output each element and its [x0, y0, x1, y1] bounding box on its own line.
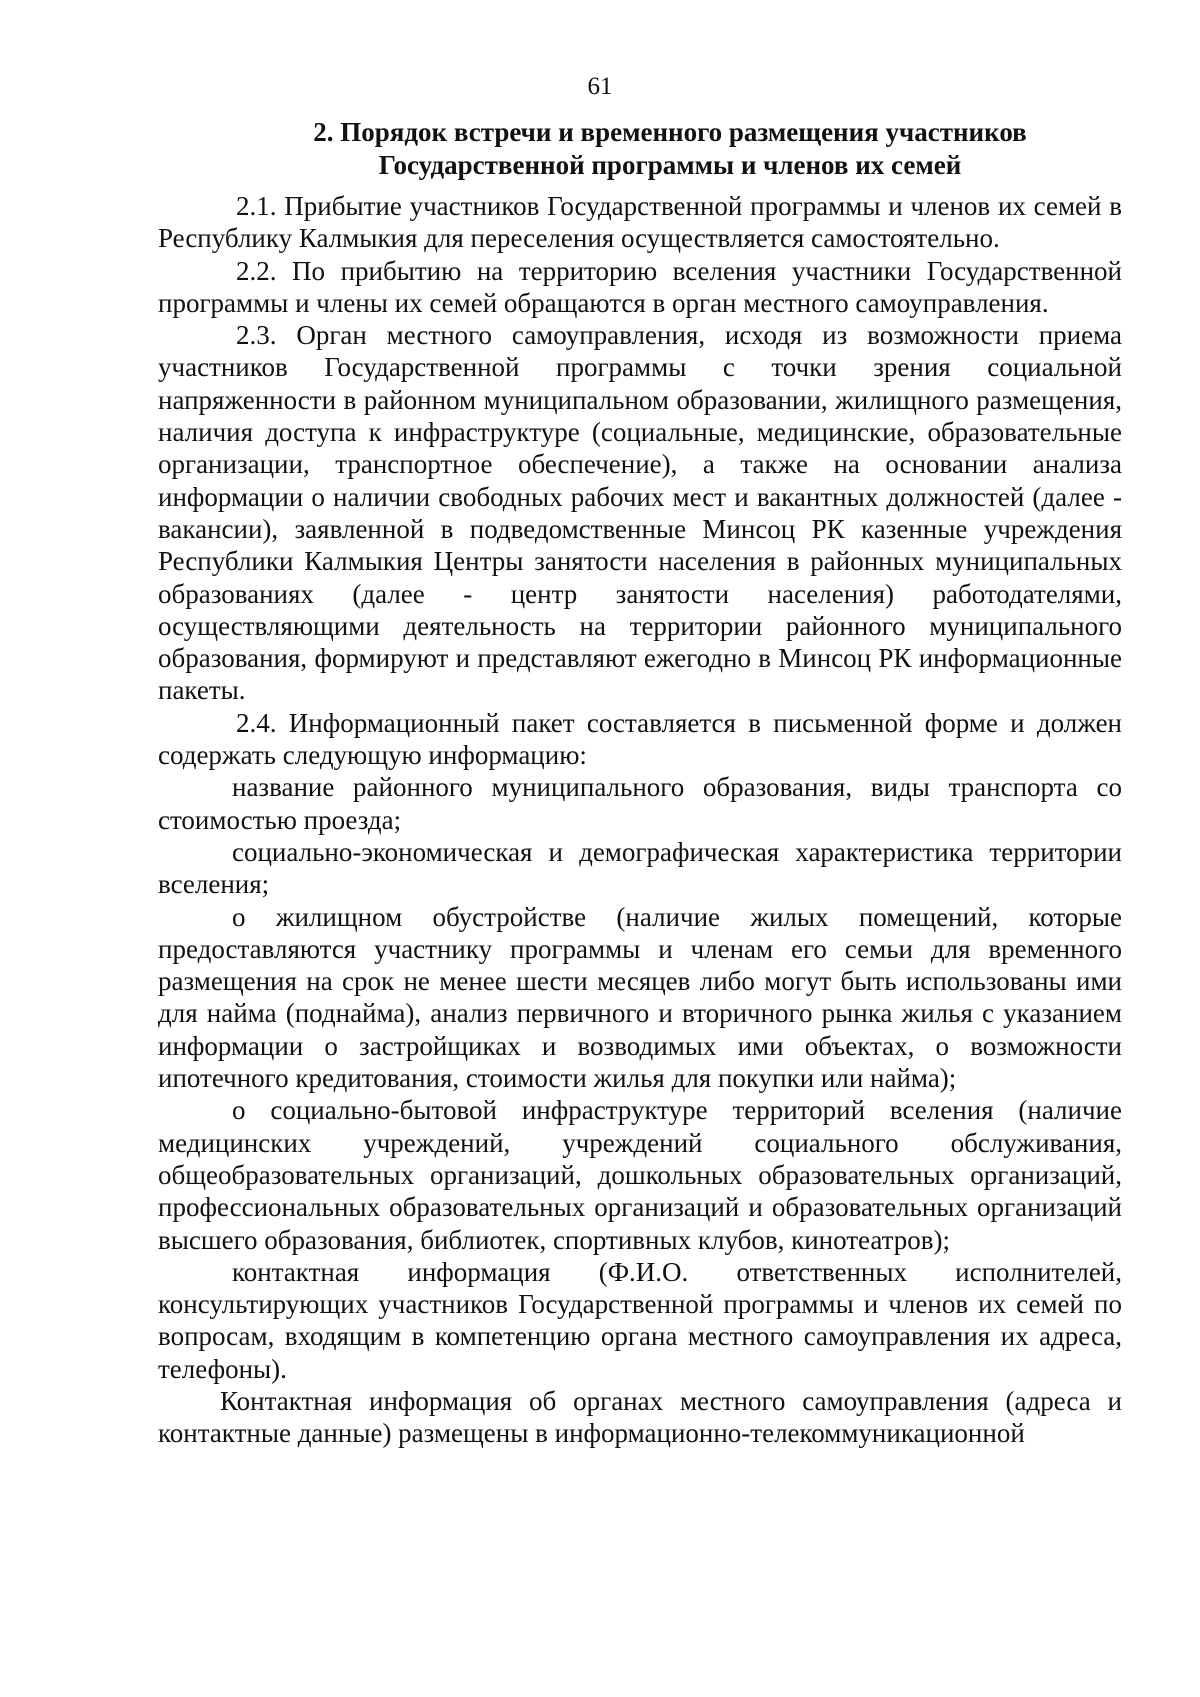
paragraph-2-2: 2.2. По прибытию на территорию вселения участники Государственной программы и члены их семей обращаются в орган местного самоуправления.: [158, 255, 1122, 318]
paragraph-2-1: 2.1. Прибытие участников Государственной программы и членов их семей в Республику Калмыкия для переселения осуществляется самостоятельно.: [158, 191, 1122, 254]
list-item: название районного муниципального образования, виды транспорта со стоимостью проезда;: [158, 772, 1122, 835]
paragraph-2-3: 2.3. Орган местного самоуправления, исходя из возможности приема участников Государственной программы с точки зрения социальной напряженности в районном муниципальном образовании, жилищного размещения, наличия доступа к инфраструктуре (социальные, медицинские, образовательные организации, транспортное обеспечение), а также на основании анализа информации о наличии свободных рабочих мест и вакантных должностей (далее - вакансии), заявленной в подведомственные Минсоц РК казенные учреждения Республики Калмыкия Центры занятости населения в районных муниципальных образованиях (далее - центр занятости населения) работодателями, осуществляющими деятельность на территории районного муниципального образования, формируют и представляют ежегодно в Минсоц РК информационные пакеты.: [158, 320, 1122, 706]
list-item: о жилищном обустройстве (наличие жилых помещений, которые предоставляются участнику программы и членам его семьи для временного размещения на срок не менее шести месяцев либо могут быть использованы ими для найма (поднайма), анализ первичного и вторичного рынка жилья с указанием информации о застройщиках и возводимых ими объектах, о возможности ипотечного кредитования, стоимости жилья для покупки или найма);: [158, 901, 1122, 1094]
list-item: социально-экономическая и демографическая характеристика территории вселения;: [158, 836, 1122, 900]
section-heading: [220, 116, 1120, 182]
closing-paragraph: Контактная информация об органах местного самоуправления (адреса и контактные данные) размещены в информационно-телекоммуникационной: [158, 1385, 1122, 1449]
document-body: [158, 190, 1122, 1450]
section-heading-line-1: 2. Порядок встречи и временного размещения участников: [313, 117, 1027, 147]
section-heading-line-2: Государственной программы и членов их семей: [378, 150, 962, 180]
paragraph-2-4: 2.4. Информационный пакет составляется в письменной форме и должен содержать следующую информацию:: [158, 707, 1122, 771]
list-item: контактная информация (Ф.И.О. ответственных исполнителей, консультирующих участников Государственной программы и членов их семей по вопросам, входящим в компетенцию органа местного самоуправления их адреса, телефоны).: [158, 1256, 1122, 1384]
list-item: о социально-бытовой инфраструктуре территорий вселения (наличие медицинских учреждений, учреждений социального обслуживания, общеобразовательных организаций, дошкольных образовательных организаций, профессиональных образовательных организаций и образовательных организаций высшего образования, библиотек, спортивных клубов, кинотеатров);: [158, 1095, 1122, 1255]
page-number: 61: [587, 73, 613, 100]
